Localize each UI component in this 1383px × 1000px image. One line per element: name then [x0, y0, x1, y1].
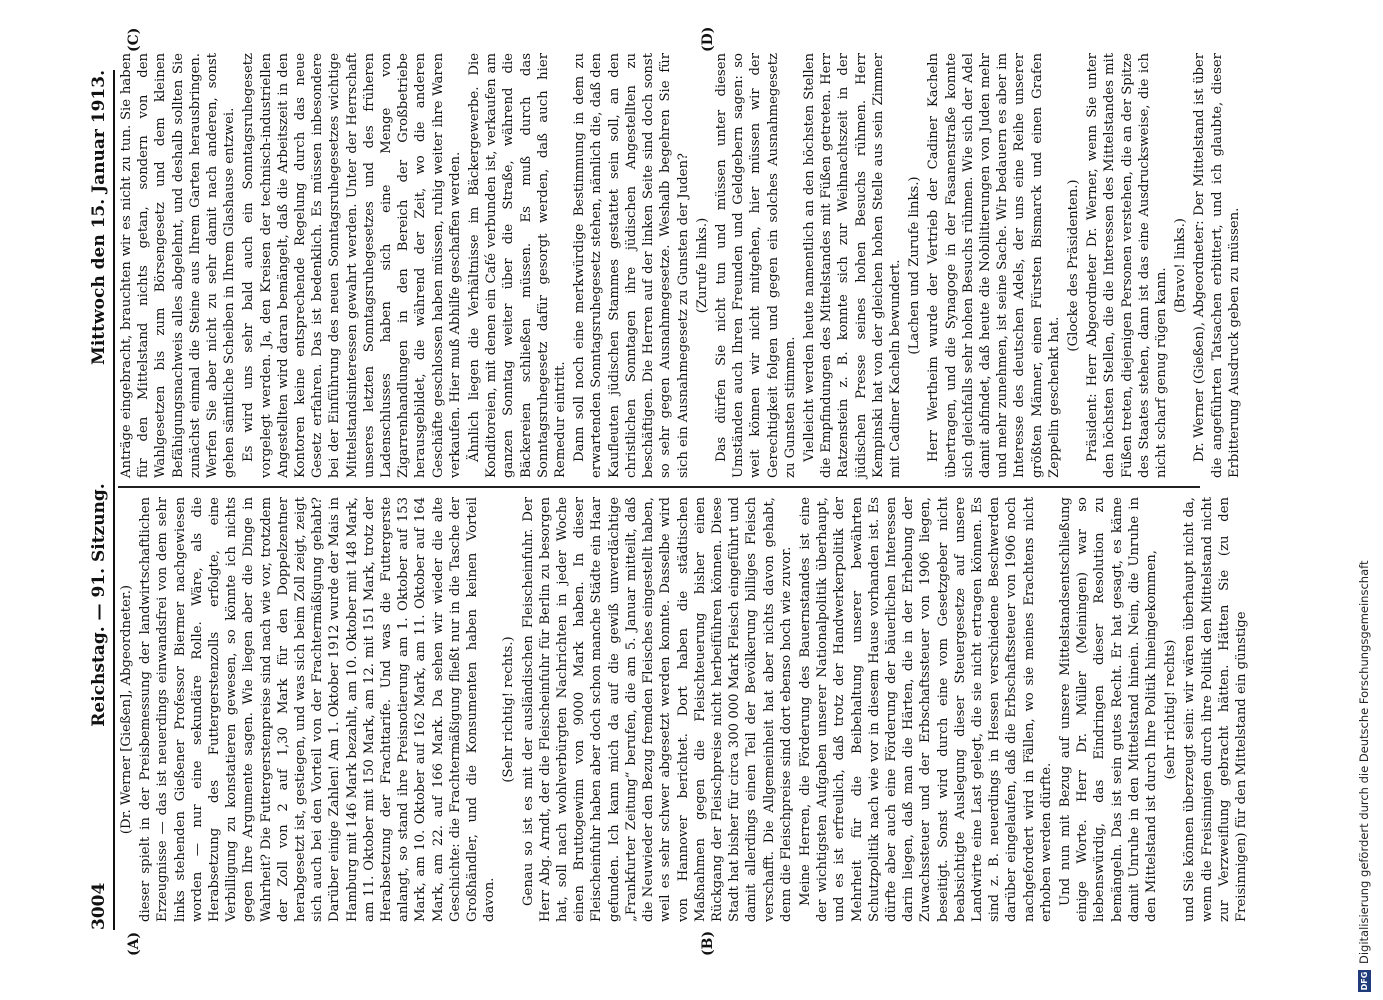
paragraph: Das dürfen Sie nicht tun und müssen unter diesen Umständen auch Ihren Freunden und Geldgebern sagen: so weit können wir nicht mitgehen, hier müssen wir der Gerechtigkeit folgen und gegen ein solches Ausnahmegesetz zu Gunsten stimmen. — [713, 53, 798, 478]
paragraph: Anträge eingebracht, brauchten wir es nicht zu tun. Sie haben für den Mittelstand nichts getan, sondern von den Wahlgesetzen bis zum Börsengesetz und dem kleinen Befähigungsnachweis alles abgelehnt, und deshalb sollten Sie zunächst einmal die Steine aus Ihrem Garten herausbringen. Werfen Sie aber nicht zu sehr damit nach anderen, sonst gehen sämtliche Scheiben in Ihrem Glashause entzwei. — [119, 53, 238, 478]
margin-marker-a: (A) — [126, 931, 142, 956]
paragraph: Präsident: Herr Abgeordneter Dr. Werner, wenn Sie unter den höchsten Stellen, die die Interessen des Mittelstandes mit Füßen treten, diejenigen Personen verstehen, die an der Spitze des Staates stehen, dann ist das eine Ausdrucksweise, die ich nicht scharf genug rügen kann. — [1085, 53, 1169, 478]
interjection: (sehr richtig! rechts) — [1163, 639, 1179, 780]
paragraph: Ähnlich liegen die Verhältnisse im Bäckergewerbe. Die Konditoreien, mit denen ein Café verbunden ist, verkaufen am ganzen Sonntag weiter über die Straße, während die Bäckereien schließen müssen. Es muß durch das Sonntagsruhegesetz dafür gesorgt werden, daß auch hier Remedur eintritt. — [467, 53, 569, 478]
interjection: (Glocke des Präsidenten.) — [1065, 179, 1081, 352]
margin-marker-d: (D) — [700, 26, 716, 52]
speaker-line: (Dr. Werner [Gießen], Abgeordneter.) — [119, 584, 134, 835]
interjection: (Sehr richtig! rechts.) — [501, 636, 517, 783]
paragraph: Genau so ist es mit der ausländischen Fleischeinfuhr. Der Herr Abg. Arndt, der die Fleischeinfuhr für Berlin zu besorgen hat, soll nach wohlverbürgten Nachrichten in jeder Woche einen Bruttogewinn von 9000 Mark haben. In dieser Fleischeinfuhr haben aber doch schon manche Städte ein Haar gefunden. Ich kann mich da auf die gewiß unverdächtige „Frankfurter Zeitung“ berufen, die am 5. Januar mitteilt, daß die Neuwieder den Bezug fremden Fleisches eingestellt haben, weil es sehr schwer abgesetzt werden konnte. Dasselbe wird von Hannover berichtet. Dort haben die städtischen Maßnahmen gegen die Fleischteuerung bisher einen Rückgang der Fleischpreise nicht herbeiführen können. Diese Stadt hat bisher für circa 300 000 Mark Fleisch eingeführt und damit allerdings einen Teil der Bevölkerung billiges Fleisch verschafft. Die Allgemeinheit hat aber nichts davon gehabt, denn die Fleischpreise sind dort ebenso hoch wie zuvor. — [520, 497, 794, 922]
paragraph: Vielleicht werden heute namentlich an den höchsten Stellen die Empfindungen des Mittelstandes mit Füßen getreten. Herr Ratzenstein z. B. konnte sich zur Weihnachtszeit in der jüdischen Presse seines hohen Besuchs rühmen. Herr Kempinski hat von der gleichen hohen Stelle aus sein Zimmer mit Cadiner Kacheln bewundert. — [801, 53, 903, 478]
paragraph: dieser spielt in der Preisbemessung der landwirtschaftlichen Erzeugnisse — das ist neuerdings einwandsfrei von dem sehr links stehenden Gießener Professor Biermer nachgewiesen worden — nur eine sekundäre Rolle. Wäre, als die Herabsetzung des Futtergerstenzolls erfolgte, eine Verbilligung zu konstatieren gewesen, so könnte ich nichts gegen Ihre Argumente sagen. Wie liegen aber die Dinge in Wahrheit? Die Futtergerstenpreise sind nach wie vor, trotzdem der Zoll von 2 auf 1,30 Mark für den Doppelzentner herabgesetzt ist, gestiegen, und was sich beim Zoll zeigt, zeigt sich auch bei den Vorteil von der Frachtermäßigung gehabt? Darüber einige Zahlen! Am 1. Oktober 1912 wurde der Mais in Hamburg mit 146 Mark bezahlt, am 10. Oktober mit 148 Mark, am 11. Oktober mit 150 Mark, am 12. mit 151 Mark, trotz der Herabsetzung der Frachttarife. Und was die Futtergerste anlangt, so stand ihre Preisnotierung am 1. Oktober auf 153 Mark, am 10. Oktober auf 162 Mark, am 11. Oktober auf 164 Mark, am 22. auf 166 Mark. Da sehen wir wieder die alte Geschichte: die Frachtermäßigung fließt nur in die Tasche der Großhändler, und die Konsumenten haben keinen Vorteil davon. — [138, 497, 498, 922]
paragraph: Es wird uns sehr bald auch ein Sonntagsruhegesetz vorgelegt werden. Ja, den Kreisen der technisch-industriellen Angestellten wird daran bemängelt, daß die Arbeitszeit in den Kontoren keine entsprechende Regelung durch das neue Gesetz erfahren. Das ist bedenklich. Es müssen inbesondere bei der Einführung des neuen Sonntagsruhegesetzes wichtige Mittelstandsinteressen gewahrt werden. Unter der Herrschaft unseres letzten Sonntagsruhegesetzes und des früheren Ladenschlusses haben sich eine Menge von Zigarrenhandlungen in den Bereich der Großbetriebe herausgebildet, die während der Zeit, wo die anderen Geschäfte geschlossen haben müssen, ruhig weiter ihre Waren verkaufen. Hier muß Abhilfe geschaffen werden. — [241, 53, 463, 478]
paragraph: und Sie können überzeugt sein: wir wären überhaupt nicht da, wenn die Freisinnigen durch ihre Politik den Mittelstand nicht zur Verzweiflung gebracht hätten. Hätten Sie (zu den Freisinnigen) für den Mittelstand ein günstige — [1182, 497, 1249, 922]
page-header — [86, 70, 112, 930]
page-number: 3004 — [89, 882, 109, 930]
dfg-logo-icon: DFG — [1359, 971, 1369, 991]
header-rule — [113, 70, 115, 930]
left-column — [118, 497, 1274, 922]
interjection: (Lachen und Zurufe links.) — [907, 176, 923, 355]
right-column — [118, 53, 1274, 478]
paragraph: Und nun mit Bezug auf unsere Mittelstandsentschließung einige Worte. Herr Dr. Müller (Meiningen) war so liebenswürdig, das Eindringen dieser Resolution zu bemängeln. Das ist sein gutes Recht. Er hat gesagt, es käme damit Unruhe in den Mittelstand hinein. Nein, die Unruhe in den Mittelstand ist durch Ihre Politik hineingekommen, — [1057, 497, 1159, 922]
interjection: (Bravo! links.) — [1173, 218, 1189, 313]
session-date: Mittwoch den 15. Januar 1913. — [89, 70, 109, 365]
session-title: Reichstag. — 91. Sitzung. — [89, 483, 109, 727]
credit-text: Digitalisierung gefördert durch die Deutsche Forschungsgemeinschaft — [1357, 560, 1371, 964]
paragraph: Herr Wertheim wurde der Vertrieb der Cadiner Kacheln übertragen, und die Synagoge in der Fasanenstraße konnte sich gleichfalls sehr hohen Besuchs rühmen. Wie sich der Adel damit abfindet, daß heute die Nobilitierungen von Juden mehr und mehr zunehmen, ist seine Sache. Wir bedauern es aber im Interesse des deutschen Adels, der uns eine Reihe unserer größten Männer, einen Fürsten Bismarck und einen Grafen Zeppelin geschenkt hat. — [926, 53, 1062, 478]
paragraph: Dann soll noch eine merkwürdige Bestimmung in dem zu erwartenden Sonntagsruhegesetz stehen, nämlich die, daß den Kaufleuten jüdischen Stammes gestattet sein soll, an den christlichen Sonntagen ihre jüdischen Angestellten zu beschäftigen. Die Herren auf der linken Seite sind doch sonst so sehr gegen Ausnahmegesetze. Weshalb begehren Sie für sich ein Ausnahmegesetz zu Gunsten der Juden? — [572, 53, 691, 478]
interjection: (Zurufe links.) — [694, 217, 710, 314]
column-divider — [118, 487, 1200, 489]
margin-marker-c: (C) — [126, 27, 142, 52]
margin-marker-b: (B) — [700, 930, 716, 956]
paragraph: Meine Herren, die Förderung des Bauernstandes ist eine der wichtigsten Aufgaben unserer Nationalpolitik überhaupt, und es ist erfreulich, daß trotz der Handwerkerpolitik der Mehrheit für die Beibehaltung unserer bewährten Schutzpolitik nach wie vor in diesem Hause vorhanden ist. Es dürfte aber auch eine Förderung der bäuerlichen Interessen darin liegen, daß man die Härten, die in der Erhebung der Zuwachssteuer und der Erbschaftssteuer von 1906 liegen, beseitigt. Sonst wird durch eine vom Gesetzgeber nicht beabsichtigte Auslegung dieser Steuergesetze auf unsere Landwirte eine Last gelegt, die sie nicht ertragen können. Es sind z. B. neuerdings in Hessen verschiedene Beschwerden darüber eingelaufen, daß die Erbschaftssteuer von 1906 noch nachgefordert wird in Fällen, wo sie meines Erachtens nicht erhoben werden dürfte. — [797, 497, 1054, 922]
digitization-credit — [1354, 0, 1374, 1000]
paragraph: Dr. Werner (Gießen), Abgeordneter: Der Mittelstand ist über die angeführten Tatsachen erbittert, und ich glaubte, dieser Erbitterung Ausdruck geben zu müssen. — [1192, 53, 1242, 478]
